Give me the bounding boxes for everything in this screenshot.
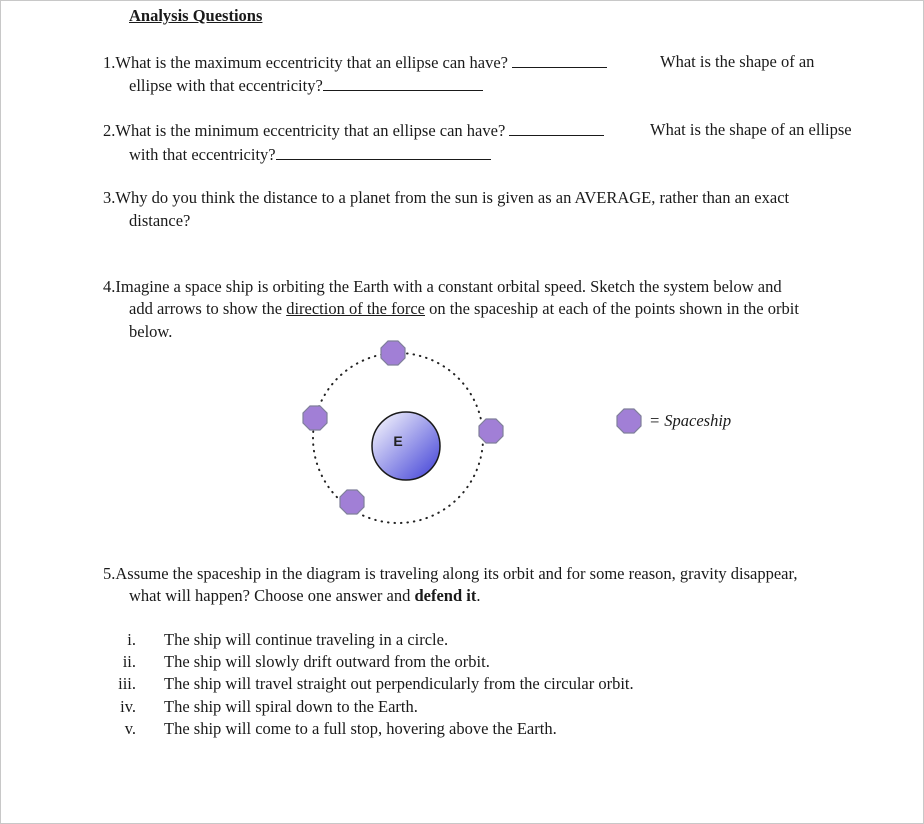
question-4-text-2-pre: add arrows to show the — [129, 299, 287, 318]
question-5-number: 5. — [103, 564, 116, 583]
spaceship-top — [381, 341, 405, 365]
question-4-emphasis: direction of the force — [286, 299, 425, 318]
question-5-emphasis: defend it — [414, 586, 477, 605]
question-1-text-b: What is the shape of an — [660, 52, 815, 71]
choice-text: The ship will slowly drift outward from the orbit. — [164, 652, 490, 671]
choice-numeral: iii. — [118, 674, 136, 693]
question-5-text-2-pre: what will happen? Choose one answer and — [129, 586, 415, 605]
question-1-number: 1. — [103, 53, 116, 72]
choice-numeral: iv. — [120, 697, 136, 716]
question-1-text-c: ellipse with that eccentricity? — [129, 76, 323, 95]
question-4-text-1: Imagine a space ship is orbiting the Earth with a constant orbital speed. Sketch the system below and — [115, 277, 782, 296]
choice-text: The ship will continue traveling in a circle. — [164, 630, 449, 649]
question-5-line-2 — [129, 585, 480, 607]
question-2-text-a: What is the minimum eccentricity that an ellipse can have? — [115, 121, 506, 140]
legend-spaceship-icon — [617, 409, 641, 433]
question-3-text-2: distance? — [129, 211, 191, 230]
choice-text: The ship will come to a full stop, hovering above the Earth. — [164, 719, 557, 738]
question-3-text-1: Why do you think the distance to a planet from the sun is given as an AVERAGE, rather than an exact — [115, 188, 790, 207]
choice-text: The ship will spiral down to the Earth. — [164, 697, 418, 716]
spaceship-left — [303, 406, 327, 430]
question-5-text-2-post: . — [476, 586, 481, 605]
page-title: Analysis Questions — [129, 6, 263, 25]
earth-label: E — [393, 433, 403, 449]
earth — [372, 412, 440, 480]
question-4-number: 4. — [103, 277, 116, 296]
question-2-text-c: with that eccentricity? — [129, 145, 276, 164]
question-4-text-2-post: on the spaceship at each of the points shown in the orbit — [425, 299, 799, 318]
choice-numeral: v. — [124, 719, 136, 738]
legend-label: = Spaceship — [649, 411, 732, 430]
spaceship-bottom — [340, 490, 364, 514]
question-4-text-3: below. — [129, 322, 173, 341]
question-2-number: 2. — [103, 121, 116, 140]
question-3-number: 3. — [103, 188, 116, 207]
question-5-text-1: Assume the spaceship in the diagram is traveling along its orbit and for some reason, gravity disappear, — [115, 564, 798, 583]
choice-text: The ship will travel straight out perpendicularly from the circular orbit. — [164, 674, 634, 693]
choice-numeral: ii. — [122, 652, 136, 671]
question-1-text-a: What is the maximum eccentricity that an ellipse can have? — [115, 53, 509, 72]
question-5-line-1 — [103, 563, 797, 585]
question-2-text-b: What is the shape of an ellipse — [650, 120, 852, 139]
choice-numeral: i. — [127, 630, 136, 649]
spaceship-right — [479, 419, 503, 443]
